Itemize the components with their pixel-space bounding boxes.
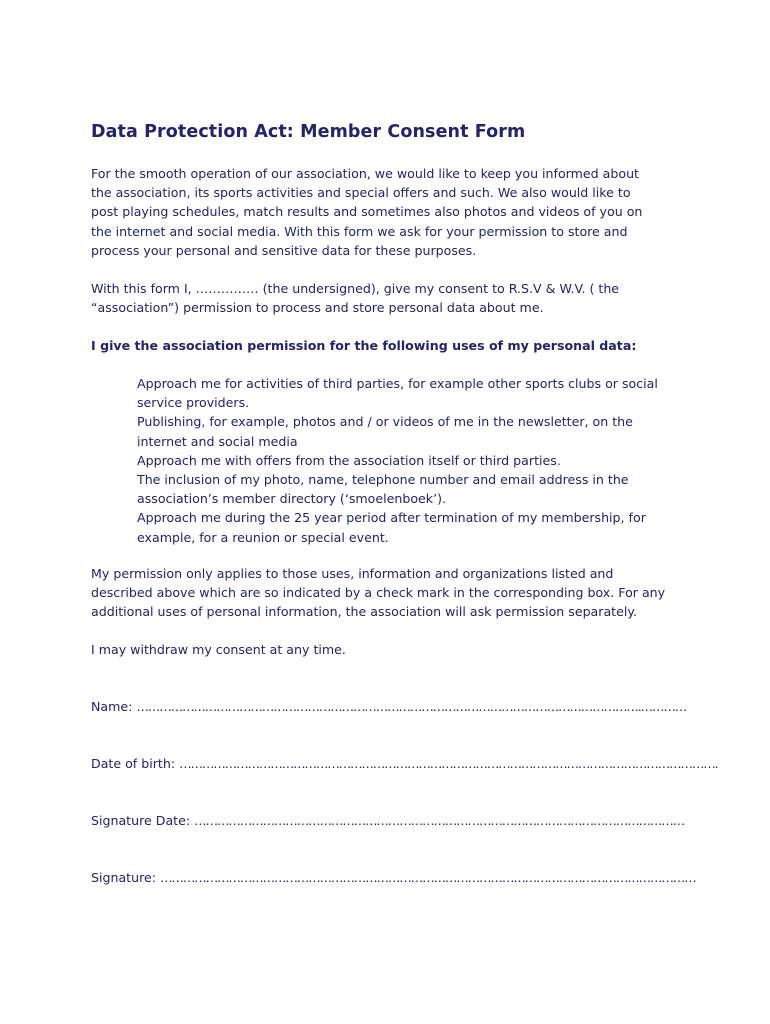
list-item: Approach me with offers from the association itself or third parties. (137, 452, 561, 468)
signature-date-label: Signature Date: (91, 813, 195, 828)
date-of-birth-field[interactable] (91, 754, 717, 773)
name-field[interactable] (91, 697, 686, 716)
date-of-birth-fill-line[interactable]: ……………………………………………………………………………………………………………………………. (179, 756, 718, 771)
name-label: Name: (91, 699, 137, 714)
signature-field[interactable] (91, 868, 696, 887)
signature-date-fill-line[interactable]: ………………………………………………………………………………………………………………… (194, 813, 685, 828)
scope-line: described above which are so indicated by a check mark in the corresponding box. For any (91, 585, 666, 601)
scope-line: My permission only applies to those uses, information and organizations listed and (91, 566, 614, 581)
list-item: association’s member directory (‘smoelenboek’). (137, 491, 447, 507)
consent-line: With this form I, …………… (the undersigned), give my consent to R.S.V & W.V. ( the (91, 281, 620, 296)
signature-date-field[interactable] (91, 811, 684, 830)
uses-heading: I give the association permission for the following uses of my personal data: (91, 338, 637, 353)
intro-line: the association, its sports activities and special offers and such. We also would like to (91, 185, 631, 201)
list-item: The inclusion of my photo, name, telephone number and email address in the (137, 472, 629, 488)
uses-list (137, 374, 697, 547)
name-fill-line[interactable]: …………………………………………………………………………………………………………………….………… (136, 699, 687, 714)
withdraw-statement: I may withdraw my consent at any time. (91, 642, 346, 657)
list-item: Approach me during the 25 year period after termination of my membership, for (137, 510, 646, 526)
intro-line: post playing schedules, match results and sometimes also photos and videos of you on (91, 204, 643, 220)
scope-line: additional uses of personal information, the association will ask permission separately. (91, 604, 638, 620)
signature-label: Signature: (91, 870, 161, 885)
page-title: Data Protection Act: Member Consent Form (91, 122, 526, 142)
list-item: internet and social media (137, 433, 298, 449)
list-item: Approach me for activities of third parties, for example other sports clubs or social (137, 376, 658, 391)
intro-line: the internet and social media. With this form we ask for your permission to store and (91, 223, 628, 239)
consent-line: “association”) permission to process and store personal data about me. (91, 300, 544, 316)
list-item: service providers. (137, 395, 250, 411)
consent-paragraph (91, 279, 691, 317)
intro-line: process your personal and sensitive data for these purposes. (91, 242, 477, 258)
list-item: Publishing, for example, photos and / or videos of me in the newsletter, on the (137, 414, 633, 430)
intro-line: For the smooth operation of our association, we would like to keep you informed about (91, 166, 639, 181)
list-item: example, for a reunion or special event. (137, 529, 389, 545)
signature-fill-line[interactable]: …………………………………………………………………………………………………………………………… (160, 870, 696, 885)
intro-paragraph (91, 164, 691, 260)
date-of-birth-label: Date of birth: (91, 756, 180, 771)
scope-paragraph (91, 564, 691, 622)
